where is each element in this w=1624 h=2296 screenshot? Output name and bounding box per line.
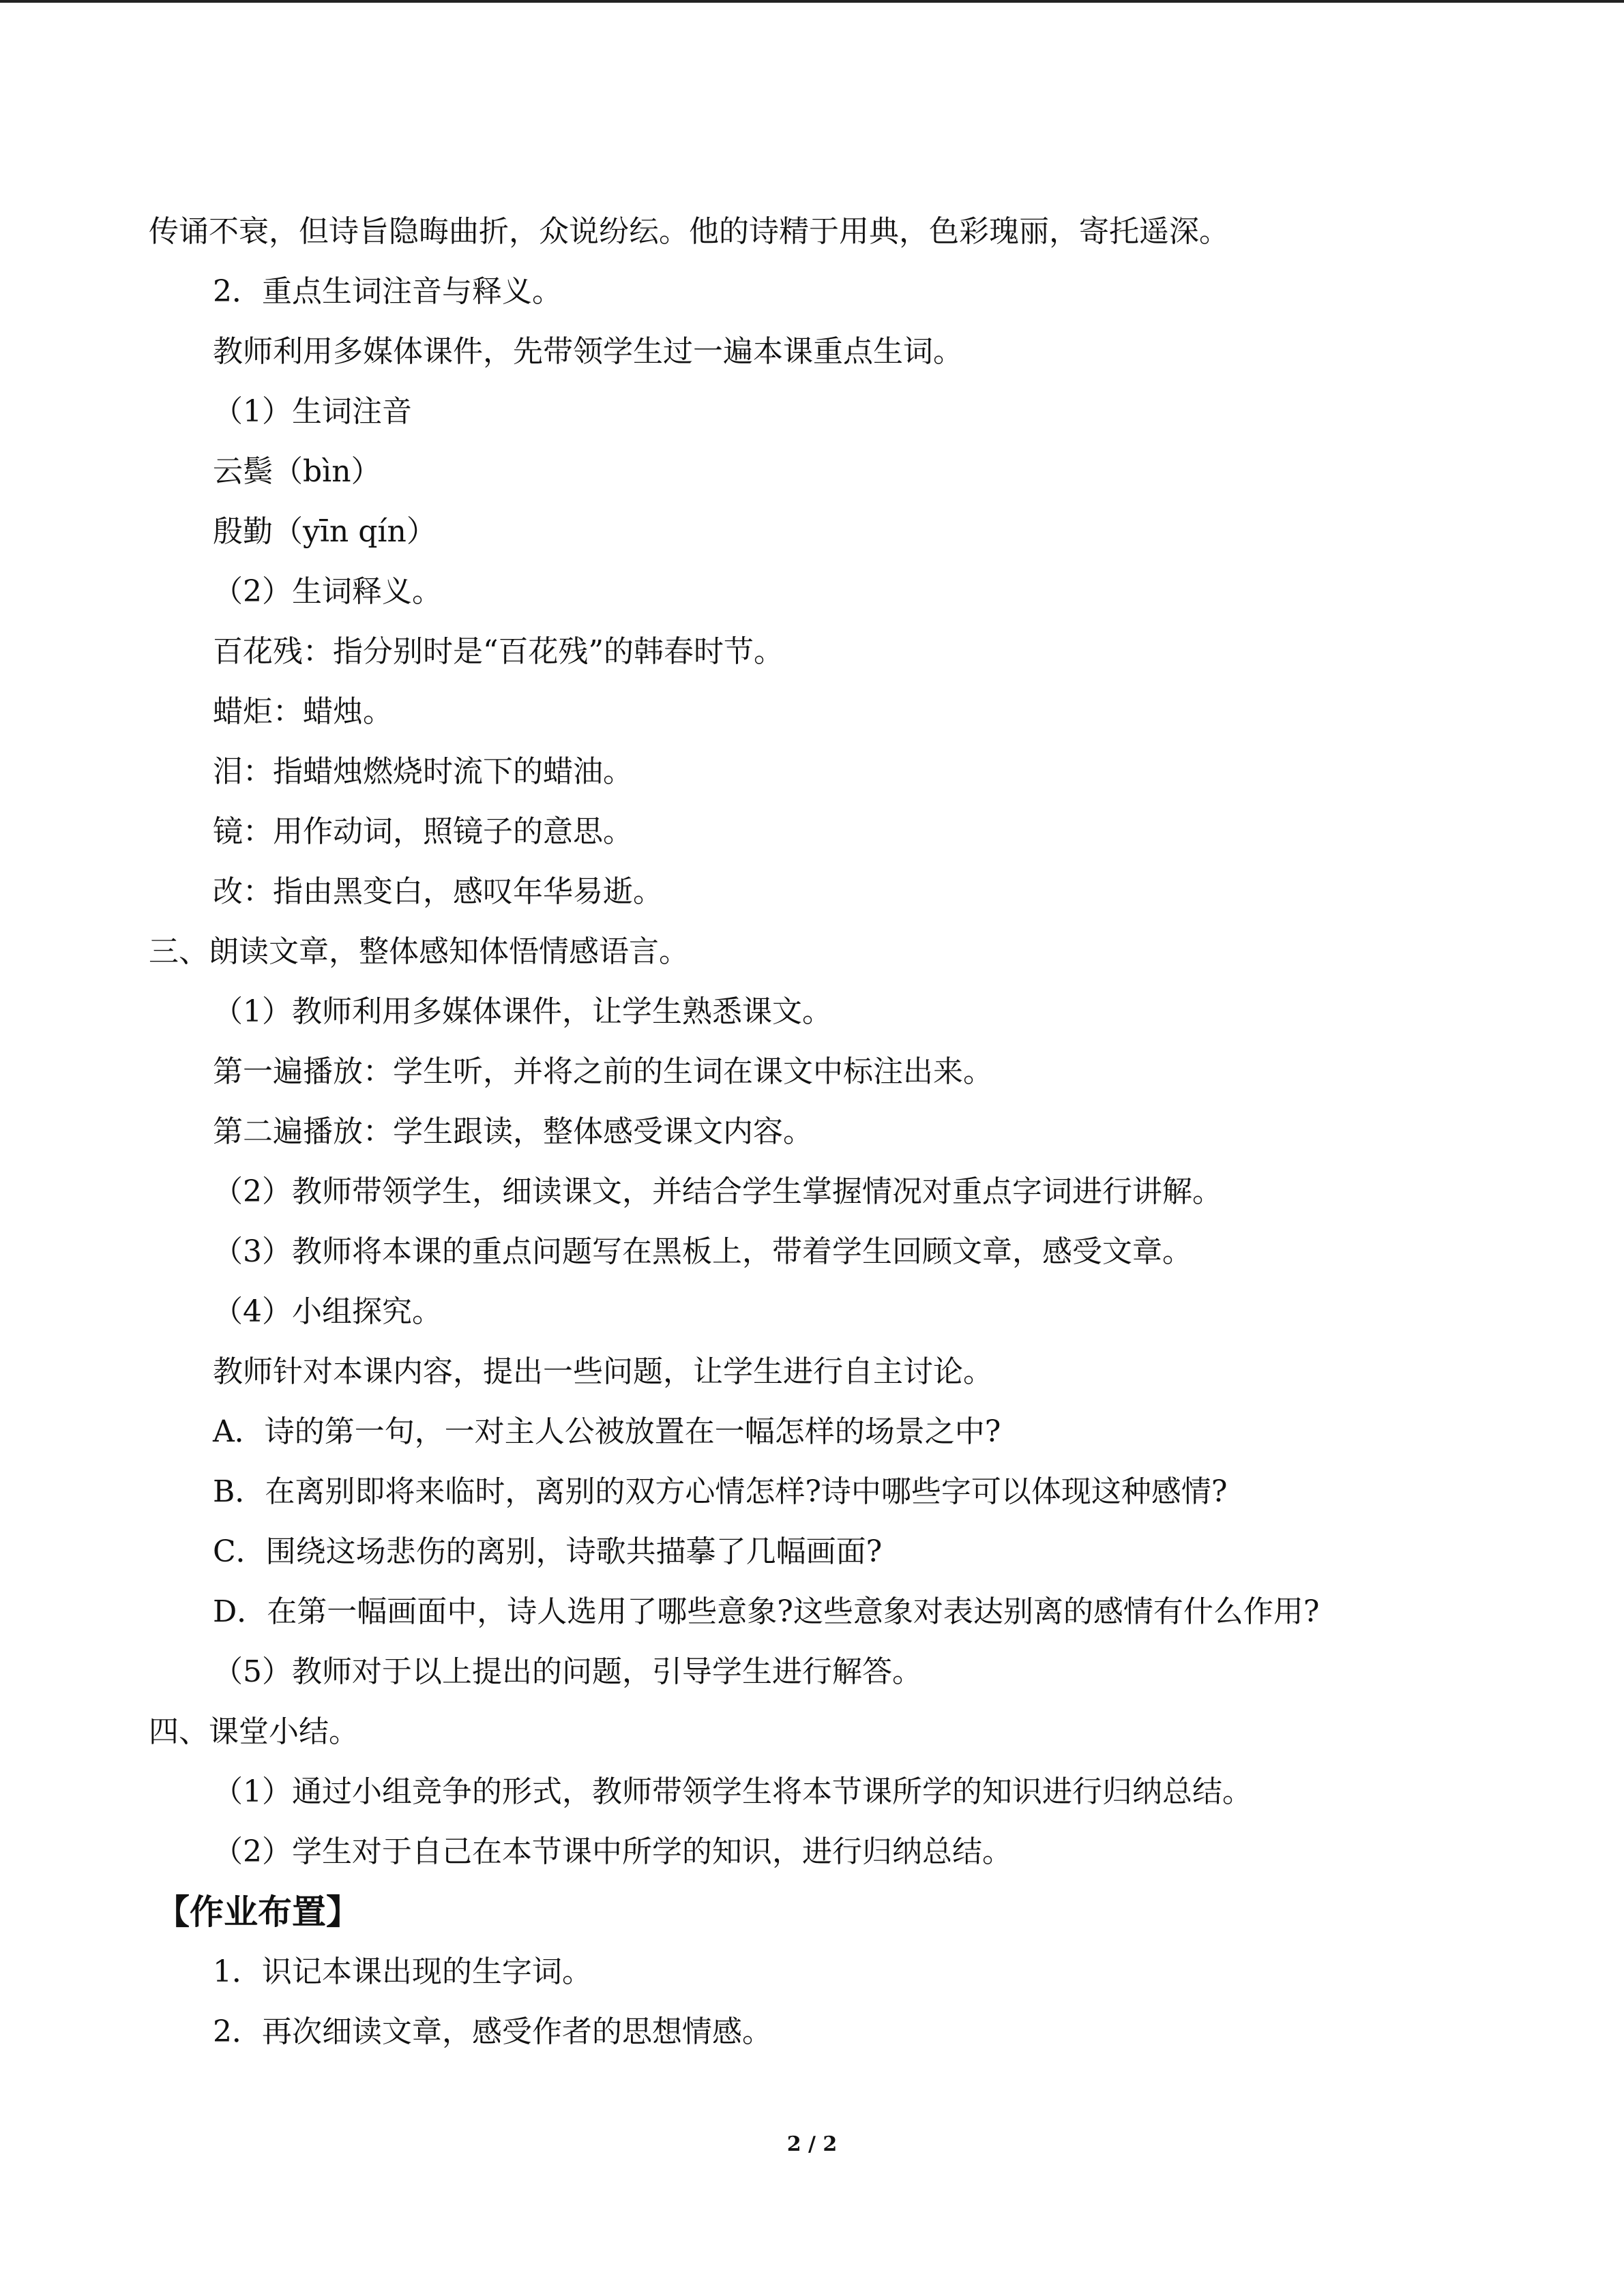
paragraph-line: （2）学生对于自己在本节课中所学的知识，进行归纳总结。 (213, 1834, 1012, 1869)
top-border-line (0, 0, 1624, 3)
paragraph-line: 第二遍播放：学生跟读，整体感受课文内容。 (213, 1114, 813, 1149)
paragraph-line: （3）教师将本课的重点问题写在黑板上，带着学生回顾文章，感受文章。 (213, 1234, 1192, 1269)
paragraph-line: 云鬓（bìn） (213, 454, 381, 489)
paragraph-line: 2．重点生词注音与释义。 (213, 274, 562, 309)
homework-heading: 【作业布置】 (156, 1892, 360, 1932)
section-heading-4: 四、课堂小结。 (149, 1714, 359, 1749)
homework-item: 2．再次细读文章，感受作者的思想情感。 (213, 2014, 772, 2049)
paragraph-line: （4）小组探究。 (213, 1294, 442, 1329)
paragraph-line: 殷勤（yīn qín） (213, 514, 437, 549)
paragraph-line: 教师针对本课内容，提出一些问题，让学生进行自主讨论。 (213, 1354, 993, 1389)
paragraph-line: （5）教师对于以上提出的问题，引导学生进行解答。 (213, 1654, 922, 1689)
paragraph-line: （1）通过小组竞争的形式，教师带领学生将本节课所学的知识进行归纳总结。 (213, 1774, 1252, 1809)
paragraph-line: （1）教师利用多媒体课件，让学生熟悉课文。 (213, 994, 832, 1029)
question-d: D．在第一幅画面中，诗人选用了哪些意象?这些意象对表达别离的感情有什么作用? (213, 1594, 1320, 1629)
question-c: C．围绕这场悲伤的离别，诗歌共描摹了几幅画面? (213, 1534, 883, 1569)
page-number: 2 / 2 (786, 2132, 838, 2156)
paragraph-line: 教师利用多媒体课件，先带领学生过一遍本课重点生词。 (213, 334, 963, 369)
paragraph-line: （1）生词注音 (213, 394, 412, 429)
homework-item: 1．识记本课出现的生字词。 (213, 1954, 592, 1989)
paragraph-line: 镜：用作动词，照镜子的意思。 (213, 814, 633, 849)
paragraph-line: 百花残：指分别时是“百花残”的韩春时节。 (213, 634, 784, 669)
paragraph-line: （2）教师带领学生，细读课文，并结合学生掌握情况对重点字词进行讲解。 (213, 1174, 1222, 1209)
paragraph-line: 改：指由黑变白，感叹年华易逝。 (213, 874, 663, 909)
paragraph-line: 泪：指蜡烛燃烧时流下的蜡油。 (213, 754, 633, 789)
question-a: A．诗的第一句，一对主人公被放置在一幅怎样的场景之中? (213, 1414, 1001, 1449)
paragraph-line: 传诵不衰，但诗旨隐晦曲折，众说纷纭。他的诗精于用典，色彩瑰丽，寄托遥深。 (149, 214, 1229, 249)
paragraph-line: （2）生词释义。 (213, 574, 442, 609)
paragraph-line: 蜡炬：蜡烛。 (213, 694, 393, 729)
section-heading-3: 三、朗读文章，整体感知体悟情感语言。 (149, 934, 689, 969)
paragraph-line: 第一遍播放：学生听，并将之前的生词在课文中标注出来。 (213, 1054, 993, 1089)
question-b: B．在离别即将来临时，离别的双方心情怎样?诗中哪些字可以体现这种感情? (213, 1474, 1228, 1509)
